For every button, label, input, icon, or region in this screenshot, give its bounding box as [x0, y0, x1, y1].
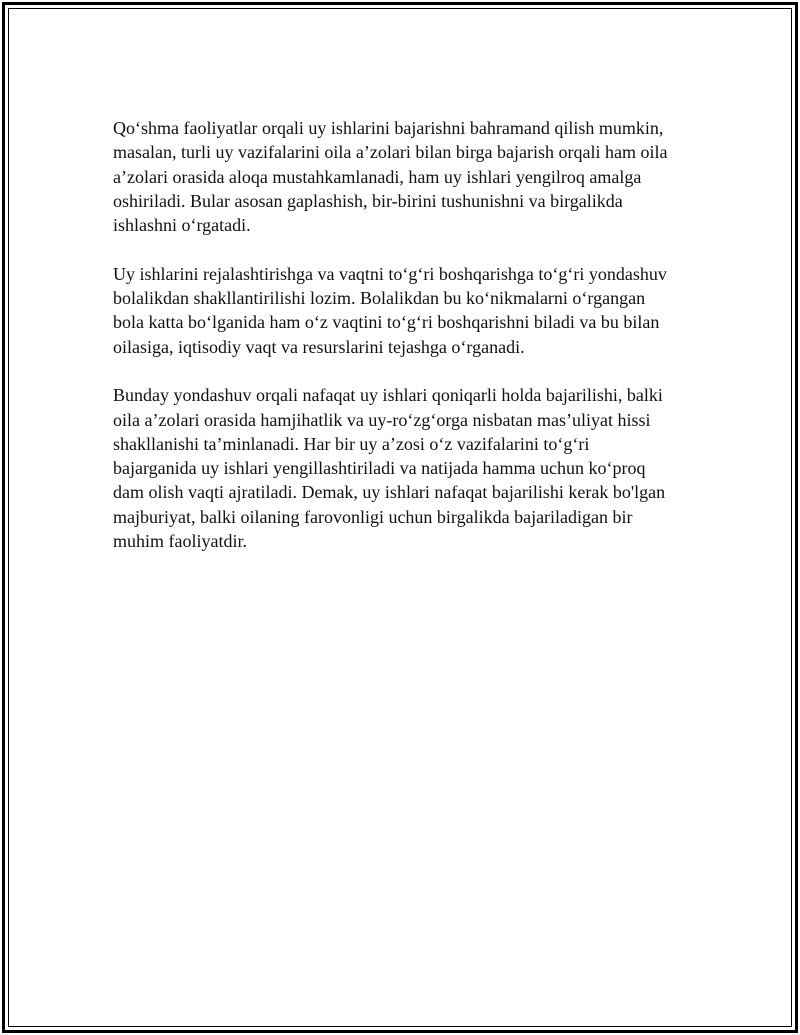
paragraph-2: Uy ishlarini rejalashtirishga va vaqtni to‘g‘ri boshqarishga to‘g‘ri yondashuv bolalikdan shakllantirilishi lozim. Bolalikdan bu ko‘nikmalarni o‘rgangan bola katta bo‘lganida ham o‘z vaqtini to‘g‘ri boshqarishni biladi va bu bilan oilasiga, iqtisodiy vaqt va resurslarini tejashga o‘rganadi. — [113, 263, 667, 357]
paragraph-3: Bunday yondashuv orqali nafaqat uy ishlari qoniqarli holda bajarilishi, balki oila a’zolari orasida hamjihatlik va uy-ro‘zg‘orga nisbatan mas’uliyat hissi shakllanishi ta’minlanadi. Har bir uy a’zosi o‘z vazifalarini to‘g‘ri bajarganida uy ishlari yengillashtiriladi va natijada hamma uchun ko‘proq dam olish vaqti ajratiladi. Demak, uy ishlari nafaqat bajarilishi kerak bo'lgan majburiyat, balki oilaning farovonligi uchun birgalikda bajariladigan bir muhim faoliyatdir. — [113, 385, 666, 552]
paragraph-1: Qo‘shma faoliyatlar orqali uy ishlarini bajarishni bahramand qilish mumkin, masalan, turli uy vazifalarini oila a’zolari bilan birga bajarish orqali ham oila a’zolari orasida aloqa mustahkamlanadi, ham uy ishlari yengilroq amalga oshiriladi. Bular asosan gaplashish, bir-birini tushunishni va birgalikda ishlashni o‘rgatadi. — [113, 118, 668, 236]
document-body — [113, 116, 703, 578]
